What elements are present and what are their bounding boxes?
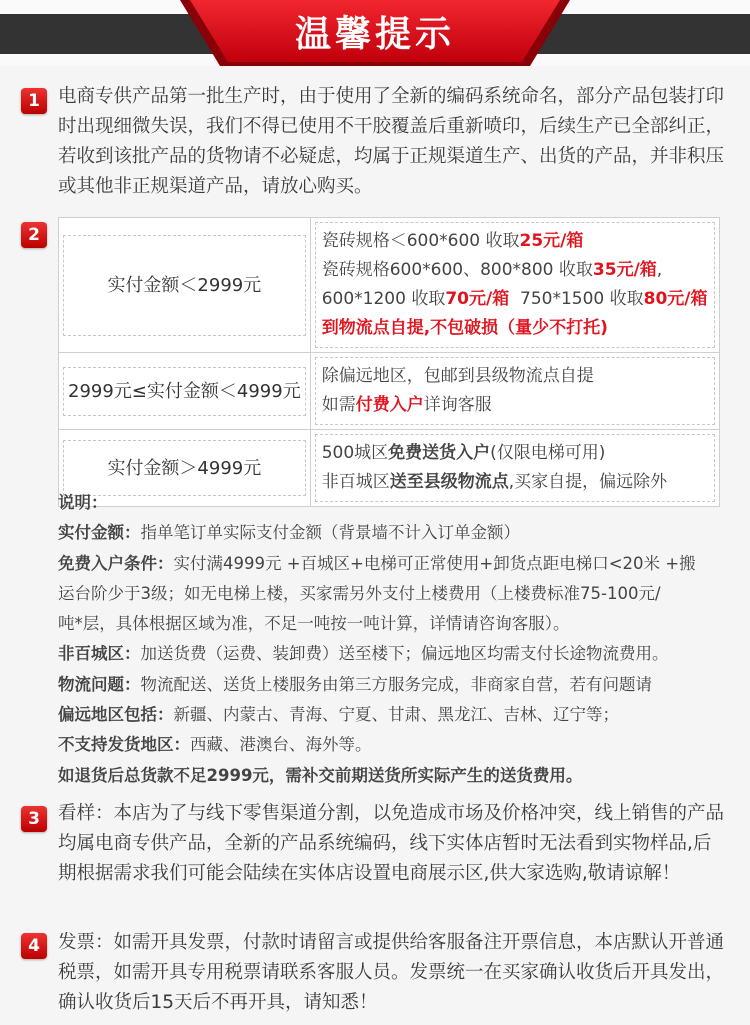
note-segment: 说明： — [58, 493, 108, 512]
note-line — [58, 518, 728, 548]
fee-row-label-text: 2999元≤实付金额＜4999元 — [68, 380, 301, 402]
fee-detail-line — [322, 314, 708, 343]
note-segment: 偏远地区包括： — [58, 705, 174, 725]
fee-detail-segment: 70元/箱 — [445, 289, 510, 309]
note-segment: 不支持发货地区： — [58, 735, 190, 755]
fee-detail-segment: 500城区 — [321, 443, 389, 463]
note-segment: 运台阶少于3级；如无电梯上楼，买家需另外支付上楼费用（上楼费标准75-100元/ — [58, 583, 661, 603]
section-4-text: 发票：如需开具发票，付款时请留言或提供给客服备注开票信息，本店默认开普通税票，如需开具专用税票请联系客服人员。发票统一在买家确认收货后开具发出，确认收货后15天后不再开具，请知悉！ — [58, 932, 725, 1013]
fee-detail-segment: 付费入户 — [355, 395, 424, 415]
section-4-badge: 4 — [21, 933, 47, 959]
fee-detail-segment: , — [656, 260, 663, 280]
fee-row-label — [59, 218, 311, 353]
fee-detail-segment: ,买家自提，偏远除外 — [508, 472, 668, 492]
section-1-text: 电商专供产品第一批生产时，由于使用了全新的编码系统命名，部分产品包装打印时出现细微失误，我们不得已使用不干胶覆盖后重新喷印，后续生产已全部纠正，若收到该批产品的货物请不必疑虑，均属于正规渠道生产、出货的产品，并非积压或其他非正规渠道产品，请放心购买。 — [58, 86, 725, 197]
fee-detail-segment: 非百城区 — [321, 472, 390, 492]
fee-row-label-text: 实付金额＞4999元 — [107, 457, 262, 479]
note-segment: 吨*层，具体根据区域为准，不足一吨按一吨计算，详情请咨询客服）。 — [58, 614, 570, 634]
title-banner — [0, 0, 750, 66]
section-2-badge: 2 — [21, 222, 47, 248]
note-line — [58, 761, 728, 791]
fee-detail-segment: 免费送货入户 — [388, 443, 491, 463]
fee-detail-line — [322, 362, 708, 391]
fee-detail-segment: (仅限电梯可用) — [490, 443, 606, 463]
note-line — [58, 700, 728, 730]
fee-detail-segment: 35元/箱 — [592, 260, 657, 280]
banner-title: 温馨提示 — [294, 14, 455, 55]
note-segment: 非百城区： — [58, 644, 141, 664]
note-line — [58, 639, 728, 669]
fee-row — [59, 218, 720, 353]
note-line — [58, 730, 728, 760]
fee-detail-segment: 750*1500 收取 — [509, 289, 644, 309]
fee-detail-segment: 25元/箱 — [519, 231, 584, 251]
note-segment: 实付满4999元 +百城区+电梯可正常使用+卸货点距电梯口<20米 +搬 — [173, 553, 696, 573]
section-1-badge: 1 — [21, 88, 47, 114]
fee-detail-line — [322, 256, 708, 285]
shipping-fee-table — [58, 217, 720, 507]
fee-detail-segment: 如需 — [321, 395, 356, 415]
fee-row-label — [59, 353, 311, 430]
note-line — [58, 579, 728, 609]
fee-detail-segment: 到物流点自提,不包破损（量少不打托) — [321, 318, 608, 338]
fee-row-detail — [310, 353, 719, 430]
fee-detail-segment: 瓷砖规格600*600、800*800 收取 — [321, 260, 593, 280]
note-segment: 加送货费（运费、装卸费）送至楼下；偏远地区均需支付长途物流费用。 — [140, 644, 669, 664]
note-segment: 实付金额： — [58, 523, 141, 543]
fee-detail-line — [322, 227, 708, 256]
note-segment: 如退货后总货款不足2999元，需补交前期送货所实际产生的送货费用。 — [58, 765, 583, 785]
fee-row-detail — [310, 218, 719, 353]
fee-detail-segment: 瓷砖规格＜600*600 收取 — [321, 231, 520, 251]
fee-detail-line — [322, 439, 708, 468]
fee-detail-segment: 送至县级物流点 — [389, 472, 509, 492]
fee-detail-segment: 600*1200 收取 — [321, 289, 446, 309]
note-line — [58, 488, 728, 518]
note-line — [58, 670, 728, 700]
note-segment: 新疆、内蒙古、青海、宁夏、甘肃、黑龙江、吉林、辽宁等； — [173, 705, 619, 725]
notes-block — [58, 488, 728, 791]
note-segment: 免费入户条件： — [58, 553, 174, 573]
note-segment: 指单笔订单实际支付金额（背景墙不计入订单金额） — [140, 523, 520, 543]
note-segment: 物流配送、送货上楼服务由第三方服务完成，非商家自营，若有问题请 — [140, 674, 652, 694]
note-segment: 物流问题： — [58, 674, 141, 694]
section-3-text: 看样：本店为了与线下零售渠道分割，以免造成市场及价格冲突，线上销售的产品均属电商专供产品，全新的产品系统编码，线下实体店暂时无法看到实物样品,后期根据需求我们可能会陆续在实体店设置电商展示区,供大家选购,敬请谅解！ — [58, 803, 725, 884]
fee-row-label-text: 实付金额＜2999元 — [107, 274, 262, 296]
fee-detail-segment: 详询客服 — [423, 395, 492, 415]
note-segment: 西藏、港澳台、海外等。 — [190, 735, 372, 755]
fee-detail-line — [322, 391, 708, 420]
note-line — [58, 549, 728, 579]
fee-row — [59, 353, 720, 430]
note-line — [58, 609, 728, 639]
section-3-badge: 3 — [21, 806, 47, 832]
fee-detail-segment: 除偏远地区，包邮到县级物流点自提 — [321, 366, 594, 386]
fee-detail-segment: 80元/箱 — [643, 289, 708, 309]
fee-detail-line — [322, 285, 708, 314]
